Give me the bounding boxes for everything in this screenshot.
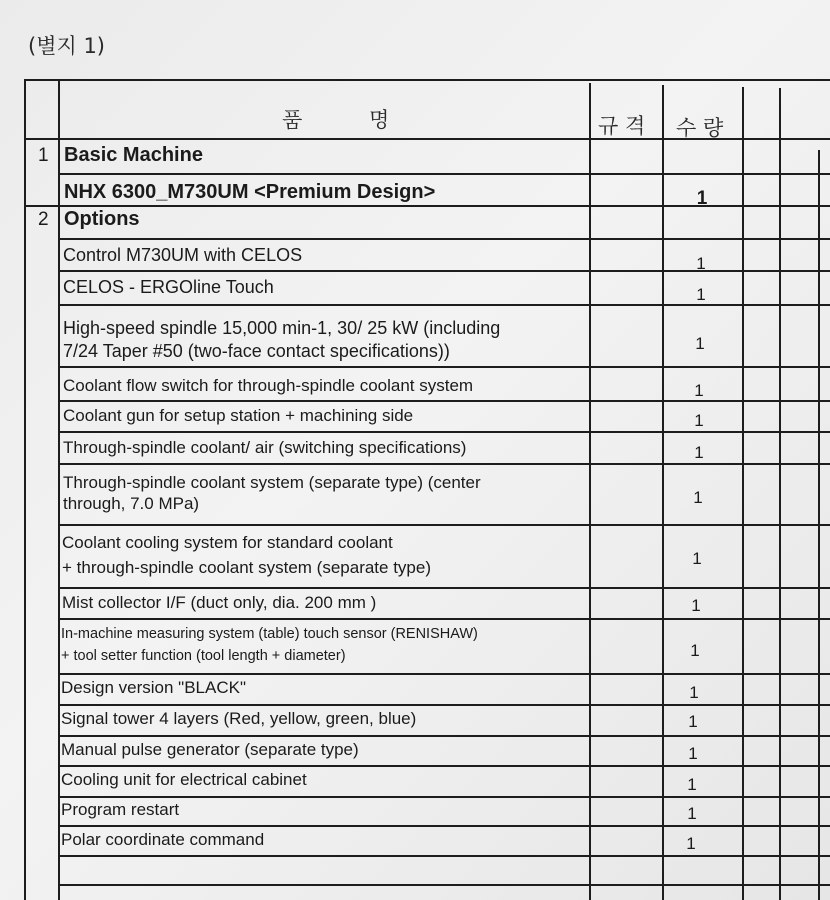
section-title: Options — [64, 208, 140, 230]
table-rule — [60, 618, 830, 620]
table-rule — [60, 855, 830, 857]
table-rule — [60, 825, 830, 827]
quantity-cell: 1 — [687, 775, 697, 794]
table-rule — [58, 79, 60, 900]
list-item: High-speed spindle 15,000 min-1, 30/ 25 kW (including — [63, 318, 501, 338]
list-item: Through-spindle coolant/ air (switching specifications) — [63, 438, 467, 457]
section-title: Basic Machine — [64, 144, 203, 166]
table-rule — [60, 463, 830, 465]
quantity-cell: 1 — [688, 712, 698, 731]
list-item-continued: + tool setter function (tool length + diameter) — [61, 648, 346, 664]
table-rule — [742, 87, 744, 900]
header-quantity: 수 량 — [676, 116, 724, 140]
list-item: Signal tower 4 layers (Red, yellow, green, blue) — [61, 709, 417, 728]
quantity-cell: 1 — [693, 488, 703, 507]
table-rule — [779, 88, 781, 900]
list-item: Coolant gun for setup station + machining side — [63, 406, 414, 425]
list-item: Design version "BLACK" — [61, 678, 246, 697]
quantity-cell: 1 — [695, 334, 705, 353]
header-item-name: 품 명 — [282, 108, 390, 132]
table-rule — [60, 173, 830, 175]
quantity-cell: 1 — [696, 188, 708, 209]
quantity-cell: 1 — [689, 683, 699, 702]
table-rule — [60, 765, 830, 767]
list-item: Control M730UM with CELOS — [63, 245, 303, 265]
table-rule — [60, 238, 830, 240]
list-item-continued: through, 7.0 MPa) — [63, 494, 200, 513]
quantity-cell: 1 — [688, 744, 698, 763]
table-rule — [818, 150, 820, 900]
table-rule — [60, 673, 830, 675]
table-rule — [60, 884, 830, 886]
quantity-cell: 1 — [692, 549, 702, 568]
quantity-cell: 1 — [690, 641, 700, 660]
list-item: NHX 6300_M730UM <Premium Design> — [64, 181, 436, 203]
quantity-cell: 1 — [694, 411, 704, 430]
quantity-cell: 1 — [696, 285, 706, 304]
list-item: Coolant flow switch for through-spindle coolant system — [63, 376, 474, 395]
quantity-cell: 1 — [686, 834, 696, 853]
list-item: Mist collector I/F (duct only, dia. 200 mm ) — [62, 593, 377, 612]
list-item-continued: 7/24 Taper #50 (two-face contact specifications)) — [63, 341, 450, 361]
quantity-cell: 1 — [691, 596, 701, 615]
table-rule — [24, 79, 26, 900]
list-item: In-machine measuring system (table) touch sensor (RENISHAW) — [61, 626, 478, 642]
quantity-cell: 1 — [687, 804, 697, 823]
list-item: Coolant cooling system for standard coolant — [62, 533, 393, 552]
quantity-cell: 1 — [694, 443, 704, 462]
list-item: Program restart — [61, 800, 180, 819]
section-index: 2 — [38, 209, 49, 230]
table-rule — [60, 796, 830, 798]
quantity-cell: 1 — [694, 381, 704, 400]
quantity-cell: 1 — [696, 254, 706, 273]
list-item: Polar coordinate command — [61, 830, 265, 849]
list-item: Through-spindle coolant system (separate type) (center — [63, 473, 481, 492]
table-rule — [60, 735, 830, 737]
table-rule — [60, 587, 830, 589]
list-item: Manual pulse generator (separate type) — [61, 740, 359, 759]
table-rule — [60, 704, 830, 706]
list-item: Cooling unit for electrical cabinet — [61, 770, 307, 789]
list-item: CELOS - ERGOline Touch — [63, 277, 274, 297]
table-rule — [589, 83, 591, 900]
table-rule — [60, 524, 830, 526]
table-rule — [60, 431, 830, 433]
header-spec: 규 격 — [598, 114, 646, 138]
table-rule — [60, 366, 830, 368]
list-item-continued: + through-spindle coolant system (separate type) — [62, 558, 432, 577]
attachment-label: (별지 1) — [28, 34, 105, 58]
table-rule — [24, 79, 830, 81]
section-index: 1 — [38, 145, 49, 166]
